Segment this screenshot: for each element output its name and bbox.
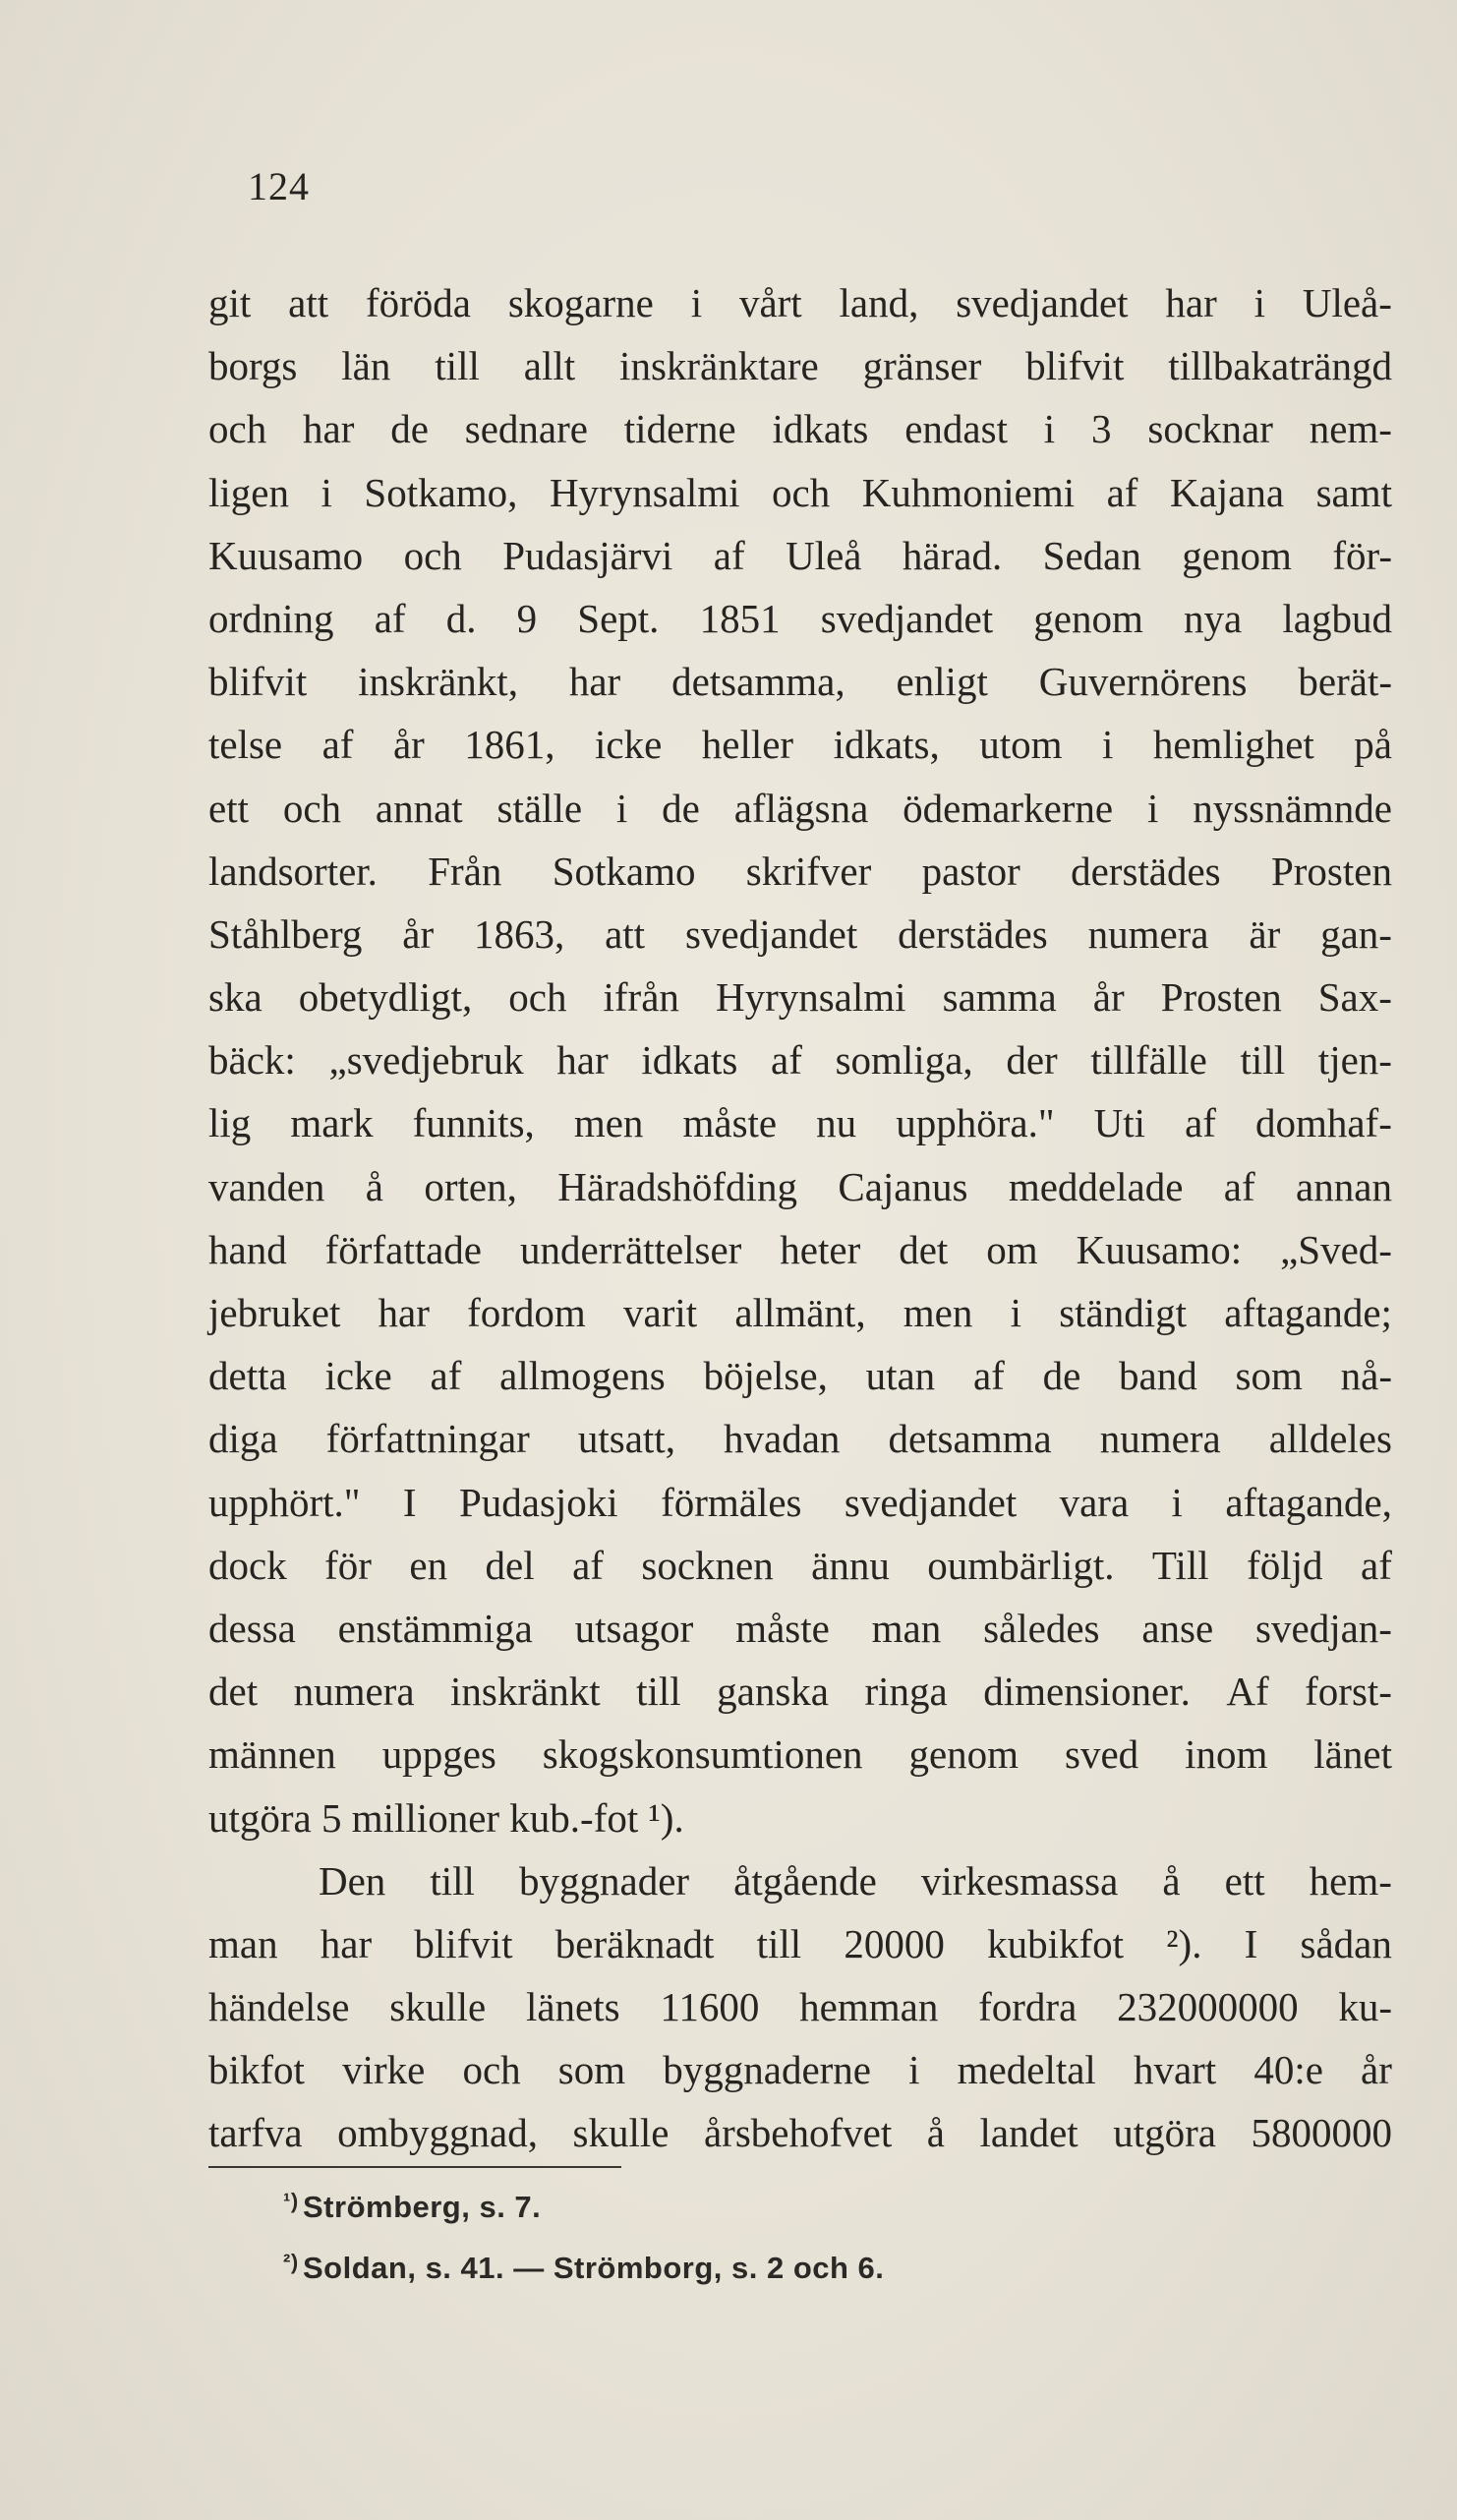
text-line: git att föröda skogarne i vårt land, svedjandet har i Uleå- [208, 280, 1392, 325]
text-line: hand författade underrättelser heter det om Kuusamo: „Sved- [208, 1226, 1392, 1272]
footnotes [283, 2177, 885, 2299]
footnote-2 [283, 2238, 885, 2299]
text-line: lig mark funnits, men måste nu upphöra." Uti af domhaf- [208, 1100, 1392, 1146]
text-line: upphört." I Pudasjoki förmäles svedjandet vara i aftagande, [208, 1479, 1392, 1525]
text-line: tarfva ombyggnad, skulle årsbehofvet å landet utgöra 5800000 [208, 2110, 1392, 2156]
footnote-divider [208, 2166, 621, 2168]
text-line: och har de sednare tiderne idkats endast i 3 socknar nem- [208, 406, 1392, 452]
footnote-1 [283, 2177, 884, 2238]
text-line: Ståhlberg år 1863, att svedjandet derstädes numera är gan- [208, 910, 1392, 957]
text-line: det numera inskränkt till ganska ringa dimensioner. Af forst- [208, 1669, 1392, 1715]
text-line: händelse skulle länets 11600 hemman fordra 232000000 ku- [208, 1984, 1392, 2030]
text-line: detta icke af allmogens böjelse, utan af de band som nå- [208, 1353, 1392, 1399]
text-line: ordning af d. 9 Sept. 1851 svedjandet genom nya lagbud [208, 595, 1392, 641]
text-line: blifvit inskränkt, har detsamma, enligt Guvernörens berät- [208, 659, 1392, 705]
body-text [208, 271, 1392, 2165]
text-line: diga författningar utsatt, hvadan detsamma numera alldeles [208, 1416, 1392, 1462]
text-line-paragraph-start: Den till byggnader åtgående virkesmassa å ett hem- [319, 1857, 1392, 1904]
text-line: landsorter. Från Sotkamo skrifver pastor derstädes Prosten [208, 848, 1392, 894]
text-line: männen uppges skogskonsumtionen genom sved inom länet [208, 1731, 1392, 1778]
footnote-marker: ²) [283, 2250, 299, 2274]
text-line: bäck: „svedjebruk har idkats af somliga, der tillfälle till tjen- [208, 1037, 1392, 1084]
text-line-paragraph-end: utgöra 5 millioner kub.-fot ¹). [208, 1794, 684, 1841]
footnote-text: Strömberg, s. 7. [303, 2190, 542, 2224]
text-line: man har blifvit beräknadt till 20000 kubikfot ²). I sådan [208, 1920, 1392, 1966]
text-line: borgs län till allt inskränktare gränser blifvit tillbakaträngd [208, 343, 1392, 389]
text-line: dock för en del af socknen ännu oumbärligt. Till följd af [208, 1542, 1392, 1588]
text-line: Kuusamo och Pudasjärvi af Uleå härad. Sedan genom för- [208, 532, 1392, 578]
text-line: bikfot virke och som byggnaderne i medeltal hvart 40:e år [208, 2047, 1392, 2093]
text-line: vanden å orten, Häradshöfding Cajanus meddelade af annan [208, 1163, 1392, 1209]
footnote-marker: ¹) [283, 2189, 299, 2213]
text-line: telse af år 1861, icke heller idkats, utom i hemlighet på [208, 722, 1392, 768]
text-line: ligen i Sotkamo, Hyrynsalmi och Kuhmoniemi af Kajana samt [208, 469, 1392, 515]
text-line: dessa enstämmiga utsagor måste man således anse svedjan- [208, 1605, 1392, 1651]
text-line: ska obetydligt, och ifrån Hyrynsalmi samma år Prosten Sax- [208, 974, 1392, 1021]
text-line: jebruket har fordom varit allmänt, men i ständigt aftagande; [208, 1290, 1392, 1335]
text-line: ett och annat ställe i de aflägsna ödemarkerne i nyssnämnde [208, 785, 1392, 831]
page-number: 124 [248, 164, 310, 208]
footnote-text: Soldan, s. 41. — Strömborg, s. 2 och 6. [303, 2251, 885, 2285]
